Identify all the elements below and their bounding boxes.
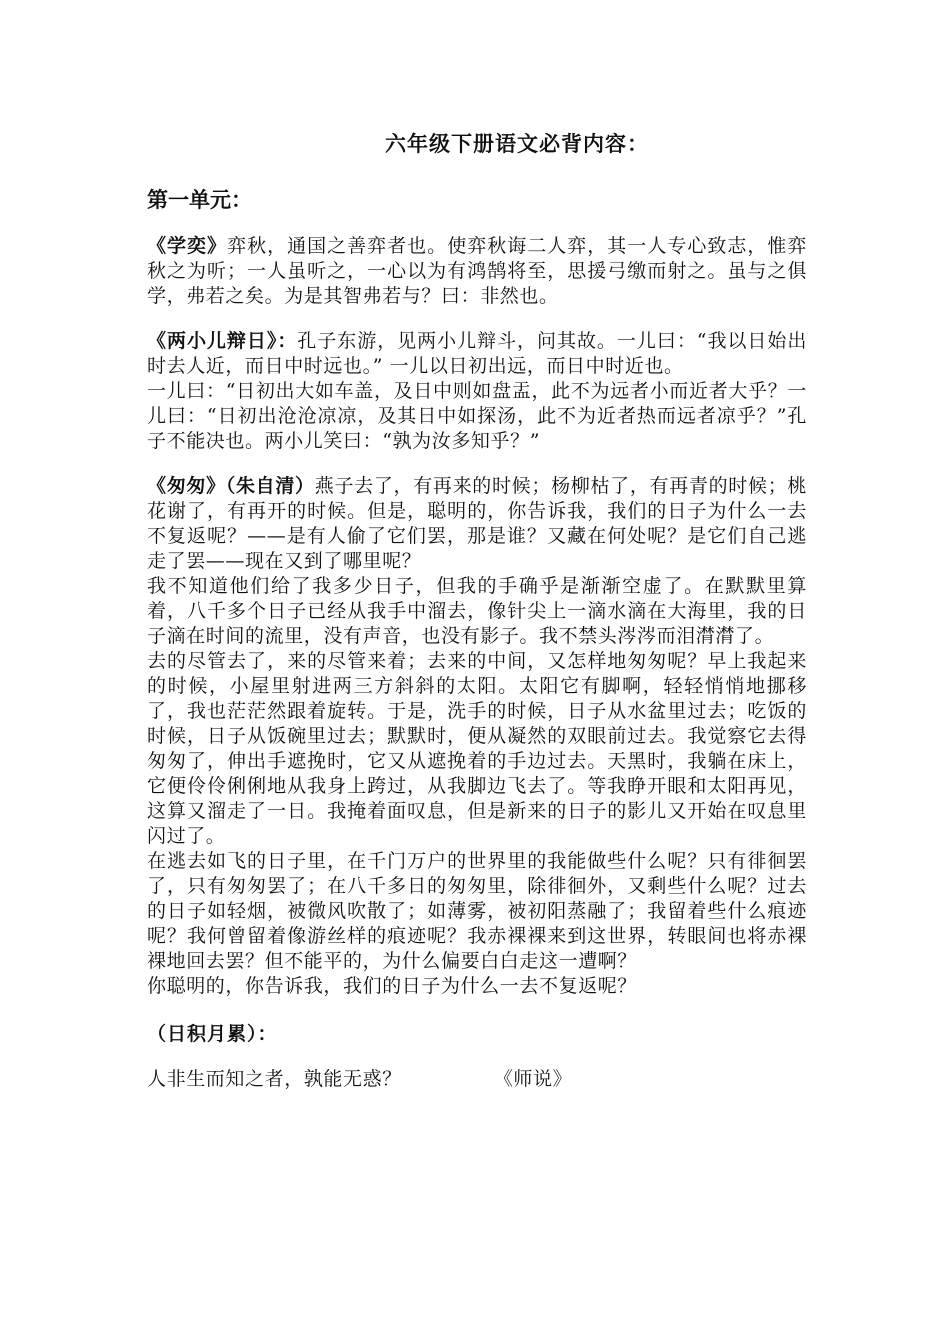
liangxiaoer-text-1: 孔子东游，见两小儿辩斗，问其故。一儿曰：“我以日始出时去人近，而日中时远也。” 一儿以日初出远，而日中时近也。 xyxy=(147,330,807,377)
congcong-paragraph-2: 我不知道他们给了我多少日子，但我的手确乎是渐渐空虚了。在默默里算着，八千多个日子已经从我手中溜去，像针尖上一滴水滴在大海里，我的日子滴在时间的流里，没有声音，也没有影子。我不禁头涔涔而泪潸潸了。 xyxy=(147,575,807,647)
quote-source: 《师说》 xyxy=(493,1068,573,1090)
unit-heading: 第一单元： xyxy=(147,187,252,212)
xueyi-text: 弈秋，通国之善弈者也。使弈秋诲二人弈，其一人专心致志，惟弈秋之为听；一人虽听之，一心以为有鸿鹄将至，思援弓缴而射之。虽与之俱学，弗若之矣。为是其智弗若与？曰：非然也。 xyxy=(147,235,808,307)
congcong-paragraph-5: 你聪明的，你告诉我，我们的日子为什么一去不复返呢？ xyxy=(147,975,638,997)
congcong-paragraph-1 xyxy=(147,474,807,574)
liangxiaoer-title: 《两小儿辩日》： xyxy=(147,330,298,352)
liangxiaoer-paragraph-1 xyxy=(147,329,807,379)
rijiyuelei-heading: （日积月累）： xyxy=(147,1023,278,1045)
congcong-paragraph-3: 去的尽管去了，来的尽管来着；去来的中间，又怎样地匆匆呢？早上我起来的时候，小屋里射进两三方斜斜的太阳。太阳它有脚啊，轻轻悄悄地挪移了，我也茫茫然跟着旋转。于是，洗手的时候，日子从水盆里过去；吃饭的时候，日子从饭碗里过去；默默时，便从凝然的双眼前过去。我觉察它去得匆匆了，伸出手遮挽时，它又从遮挽着的手边过去。天黑时，我躺在床上，它便伶伶俐俐地从我身上跨过，从我脚边飞去了。等我睁开眼和太阳再见，这算又溜走了一日。我掩着面叹息，但是新来的日子的影儿又开始在叹息里闪过了。 xyxy=(147,650,807,847)
xueyi-title: 《学奕》 xyxy=(147,235,228,257)
congcong-paragraph-4: 在逃去如飞的日子里，在千门万户的世界里的我能做些什么呢？只有徘徊罢了，只有匆匆罢了；在八千多日的匆匆里，除徘徊外，又剩些什么呢？过去的日子如轻烟，被微风吹散了；如薄雾，被初阳蒸融了；我留着些什么痕迹呢？我何曾留着像游丝样的痕迹呢？我赤裸裸来到这世界，转眼间也将赤裸裸地回去罢？但不能平的，为什么偏要白白走这一遭啊？ xyxy=(147,850,807,972)
page-title: 六年级下册语文必背内容： xyxy=(385,131,649,156)
liangxiaoer-paragraph-2: 一儿曰：“日初出大如车盖，及日中则如盘盂，此不为远者小而近者大乎？一儿曰：“日初出沧沧凉凉，及其日中如探汤，此不为近者热而远者凉乎？”孔子不能决也。两小儿笑曰：“孰为汝多知乎？” xyxy=(147,380,807,452)
congcong-text-1: 燕子去了，有再来的时候；杨柳枯了，有再青的时候；桃花谢了，有再开的时候。但是，聪明的，你告诉我，我们的日子为什么一去不复返呢？——是有人偷了它们罢，那是谁？又藏在何处呢？是它们自己逃走了罢——现在又到了哪里呢？ xyxy=(147,475,807,572)
congcong-section xyxy=(147,474,807,999)
quote-line xyxy=(147,1064,807,1091)
quote-text: 人非生而知之者，孰能无惑？ xyxy=(147,1068,402,1090)
document-page xyxy=(147,128,807,1091)
liangxiaoer-section xyxy=(147,329,807,454)
congcong-title: 《匆匆》（朱自清） xyxy=(147,475,315,497)
xueyi-paragraph xyxy=(147,234,807,309)
